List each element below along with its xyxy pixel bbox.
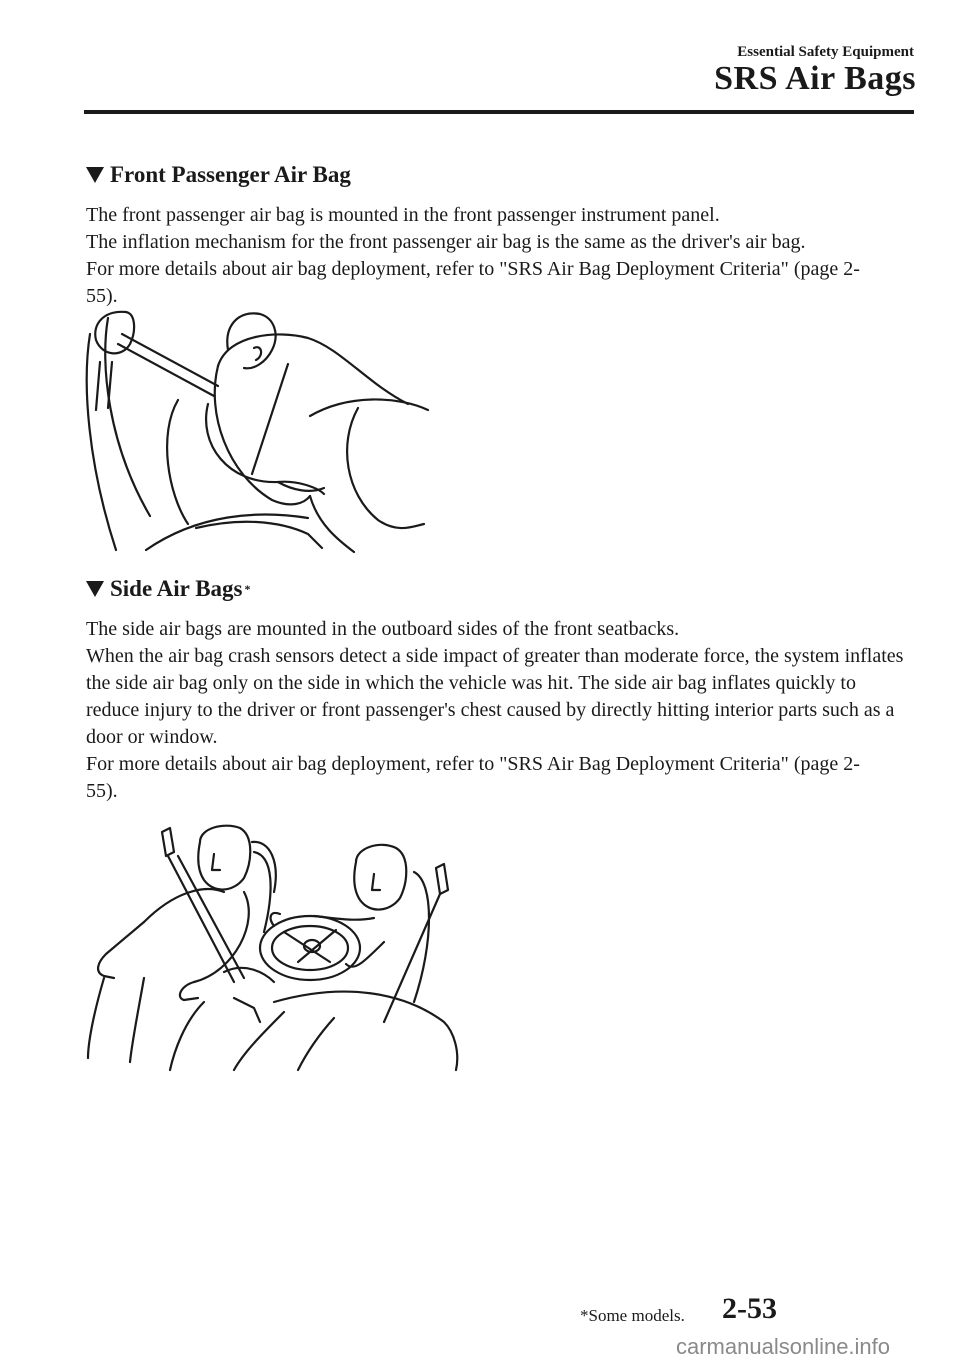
- section-heading-front-passenger: [86, 162, 351, 188]
- side-airbags-illustration: [84, 822, 464, 1074]
- triangle-bullet-icon: [86, 581, 104, 597]
- some-models-asterisk: *: [244, 581, 251, 596]
- section-body-front-passenger: [86, 202, 906, 310]
- chapter-label: Essential Safety Equipment: [737, 44, 914, 60]
- section-body-side-air-bags: [86, 616, 906, 805]
- paragraph: For more details about air bag deployment, refer to "SRS Air Bag Deployment Criteria" (page 2-55).: [86, 258, 860, 307]
- section-heading-side-air-bags: [86, 576, 251, 602]
- paragraph: The front passenger air bag is mounted in the front passenger instrument panel.: [86, 204, 720, 226]
- watermark: carmanualsonline.info: [676, 1334, 891, 1359]
- page-number: 2-53: [722, 1292, 777, 1325]
- header-divider: [84, 110, 914, 114]
- paragraph: The inflation mechanism for the front passenger air bag is the same as the driver's air bag.: [86, 231, 806, 253]
- triangle-bullet-icon: [86, 167, 104, 183]
- paragraph: For more details about air bag deployment, refer to "SRS Air Bag Deployment Criteria" (page 2-55).: [86, 753, 860, 802]
- footnote-some-models: *Some models.: [580, 1306, 685, 1325]
- paragraph: The side air bags are mounted in the outboard sides of the front seatbacks.: [86, 618, 680, 640]
- paragraph: When the air bag crash sensors detect a side impact of greater than moderate force, the system inflates the side air bag only on the side in which the vehicle was hit. The side air bag inflates quickly to reduce injury to the driver or front passenger's chest caused by directly hitting interior parts such as a door or window.: [86, 645, 904, 748]
- front-passenger-airbag-illustration: [78, 304, 438, 556]
- section-heading-text: Side Air Bags: [110, 576, 243, 601]
- page-title: SRS Air Bags: [714, 60, 916, 97]
- section-heading-text: Front Passenger Air Bag: [110, 162, 351, 187]
